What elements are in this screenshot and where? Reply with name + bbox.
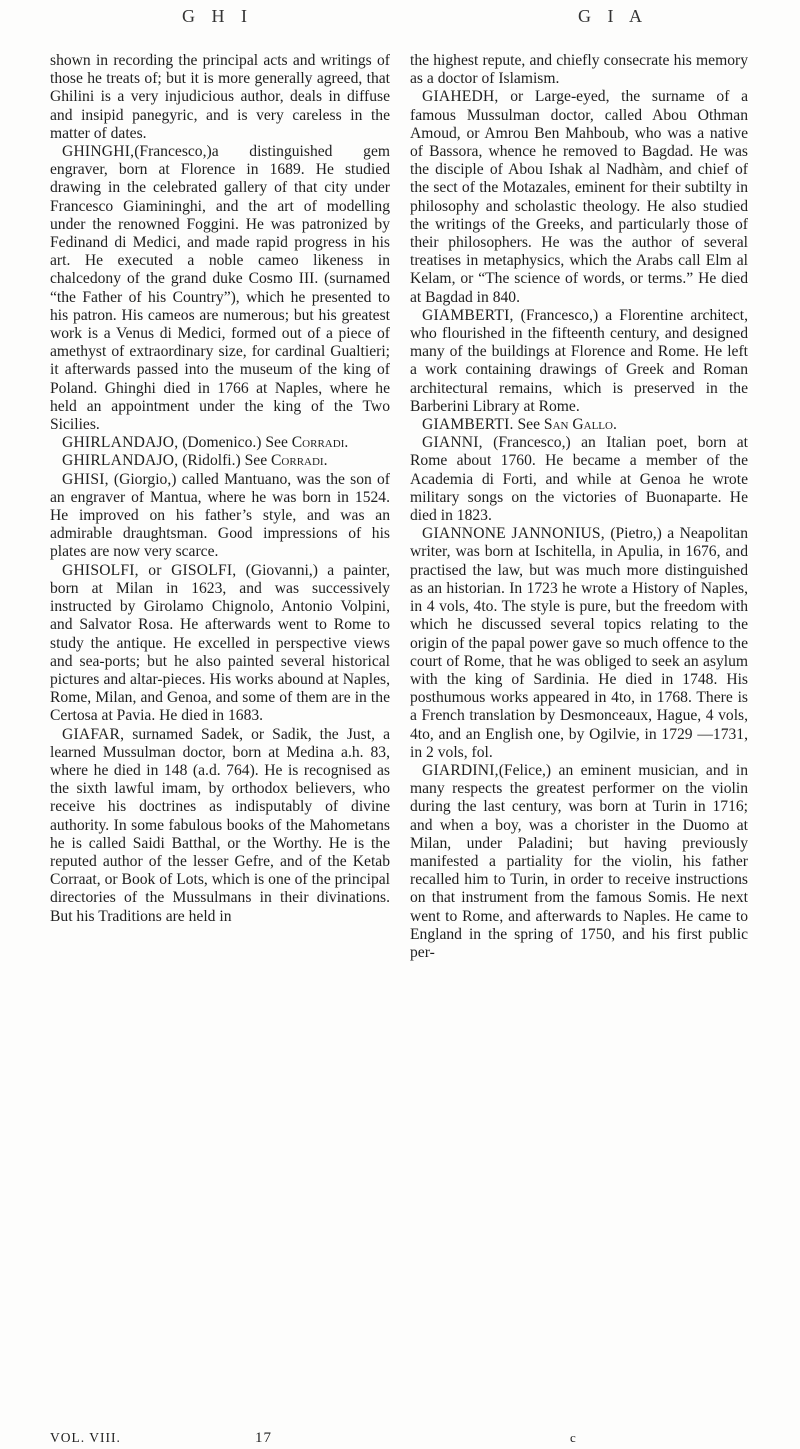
entry-headword: GIANNONE JANNONIUS, xyxy=(422,525,605,543)
right-column xyxy=(410,52,748,962)
running-head-right: G I A xyxy=(578,6,648,26)
entry-ghisi xyxy=(50,471,390,562)
volume-label: VOL. VIII. xyxy=(50,1430,121,1445)
entry-text: (Ridolfi.) See xyxy=(178,452,272,470)
entry-headword: GHISOLFI, or GISOLFI, xyxy=(62,561,237,579)
entry-text: (Giovanni,) a painter, born at Milan in 1623, and was successively instructed by Girolamo Chignolo, Antonio Volpini, and Salvator Rosa. He afterwards went to Rome to study the antique. He excelled in perspective views and sea-ports; but he also painted several historical pictures and altar-pieces. His works abound at Naples, Rome, Milan, and Genoa, and some of them are in the Certosa at Pavia. He died in 1683. xyxy=(50,561,390,725)
entry-gianni xyxy=(410,434,748,525)
entry-text: (Francesco,) a Florentine architect, who flourished in the fifteenth century, and designed many of the buildings at Florence and Rome. He left a work containing drawings of Greek and Roman architectural remains, which is preserved in the Barberini Library at Rome. xyxy=(410,306,748,415)
signature-mark: 17 xyxy=(255,1430,272,1446)
entry-headword: GIAFAR, xyxy=(62,725,125,743)
entry-headword: GIANNI, xyxy=(422,434,483,452)
entry-giahedh xyxy=(410,88,748,306)
entry-giardini xyxy=(410,762,748,962)
entry-text: (Domenico.) See xyxy=(178,434,292,452)
entry-text: (Francesco,) an Italian poet, born at Rome about 1760. He became a member of the Academia di Forti, and while at Genoa he wrote military songs on the victories of Buonaparte. He died in 1823. xyxy=(410,434,748,525)
entry-headword: GHINGHI, xyxy=(62,143,135,161)
entry-ghirlandajo-domenico xyxy=(50,434,390,452)
left-column xyxy=(50,52,390,926)
entry-giamberti-francesco xyxy=(410,307,748,416)
entry-text: (Pietro,) a Neapolitan writer, was born at Ischitella, in Apulia, in 1676, and practised the law, but was much more distinguished as an historian. In 1723 he wrote a History of Naples, in 4 vols, 4to. The style is pure, but the freedom with which he discussed several topics relating to the origin of the papal power gave so much offence to the court of Rome, that he was obliged to seek an asylum with the king of Sardinia. He died in 1748. His posthumous works appeared in 4to, in 1768. There is a French translation by Desmonceaux, Hague, 4 vols, 4to, and an English one, by Ogilvie, in 1729 —1731, in 2 vols, fol. xyxy=(410,525,749,761)
cross-reference: Corradi. xyxy=(271,452,328,470)
entry-headword: GIAMBERTI, xyxy=(422,306,514,324)
entry-headword: GHIRLANDAJO, xyxy=(62,434,179,452)
signature-letter: c xyxy=(570,1430,577,1445)
entry-ghirlandajo-ridolfi xyxy=(50,452,390,470)
entry-text: or Large-eyed, the surname of a famous Mussulman doctor, called Abou Othman Amoud, or Amrou Ben Mahboub, who was a native of Bassora, whence he removed to Bagdad. He was the disciple of Abou Ishak al Nadhàm, and chief of the sect of the Motazales, eminent for their subtilty in philosophy and scholastic theology. He also studied the writings of the Greeks, and particularly those of their philosophers. He was the author of several treatises in metaphysics, which the Arabs call Elm al Kelam, or “The science of words, or terms.” He died at Bagdad in 840. xyxy=(410,88,748,306)
entry-headword: GHISI, xyxy=(62,470,109,488)
continued-paragraph: the highest repute, and chiefly consecrate his memory as a doctor of Islamism. xyxy=(410,52,748,88)
entry-headword: GIAMBERTI. xyxy=(422,416,514,434)
entry-ghisolfi xyxy=(50,562,390,726)
entry-text: (Francesco,)a distinguished gem engraver, born at Florence in 1689. He studied drawing in the celebrated gallery of that city under Francesco Giamininghi, and the art of modelling under the renowned Foggini. He was patronized by Fedinand di Medici, and made rapid progress in his art. He executed a noble cameo likeness in chalcedony of the grand duke Cosmo III. (surnamed “the Father of his Country”), which he presented to his patron. His cameos are numerous; but his greatest work is a Venus di Medici, formed out of a piece of amethyst of extraordinary size, for cardinal Gualtieri; it afterwards passed into the museum of the king of Poland. Ghinghi died in 1766 at Naples, where he held an appointment under the king of the Two Sicilies. xyxy=(50,143,390,434)
entry-text: (Giorgio,) called Mantuano, was the son of an engraver of Mantua, where he was born in 1524. He improved on his father’s style, and was an admirable draughtsman. Good impressions of his plates are now very scarce. xyxy=(50,470,390,561)
cross-reference: San Gallo. xyxy=(543,416,617,434)
entry-ghinghi xyxy=(50,143,390,434)
entry-headword: GIAHEDH, xyxy=(422,88,499,106)
entry-headword: GIARDINI, xyxy=(422,761,499,779)
entry-giafar xyxy=(50,726,390,926)
entry-giamberti-ref xyxy=(410,416,748,434)
cross-reference: Corradi. xyxy=(291,434,349,452)
entry-text: (Felice,) an eminent musician, and in many respects the greatest performer on the violin during the last century, was born at Turin in 1716; and when a boy, was a chorister in the Duomo at Milan, under Paladini; but having previously manifested a partiality for the violin, his father recalled him to Turin, in order to receive instructions on that instrument from the famous Somis. He next went to Rome, and afterwards to Naples. He came to England in the spring of 1750, and his first public per- xyxy=(410,761,748,961)
running-head-left: G H I xyxy=(182,6,253,26)
entry-headword: GHIRLANDAJO, xyxy=(62,452,179,470)
entry-text: surnamed Sadek, or Sadik, the Just, a learned Mussulman doctor, born at Medina a.h. 83, where he died in 148 (a.d. 764). He is recognised as the sixth lawful imam, by orthodox believers, who receive his doctrines as indisputably of divine authority. In some fabulous books of the Mahometans he is called Saidi Batthal, or the Worthy. He is the reputed author of the lesser Gefre, and of the Ketab Corraat, or Book of Lots, which is one of the principal directories of the Mussulmans in their divinations. But his Traditions are held in xyxy=(50,725,390,925)
entry-text: See xyxy=(513,416,544,434)
continued-paragraph: shown in recording the principal acts and writings of those he treats of; but it is more generally agreed, that Ghilini is a very injudicious author, deals in diffuse and insipid panegyric, and is very careless in the matter of dates. xyxy=(50,52,390,142)
entry-giannone xyxy=(410,525,748,762)
